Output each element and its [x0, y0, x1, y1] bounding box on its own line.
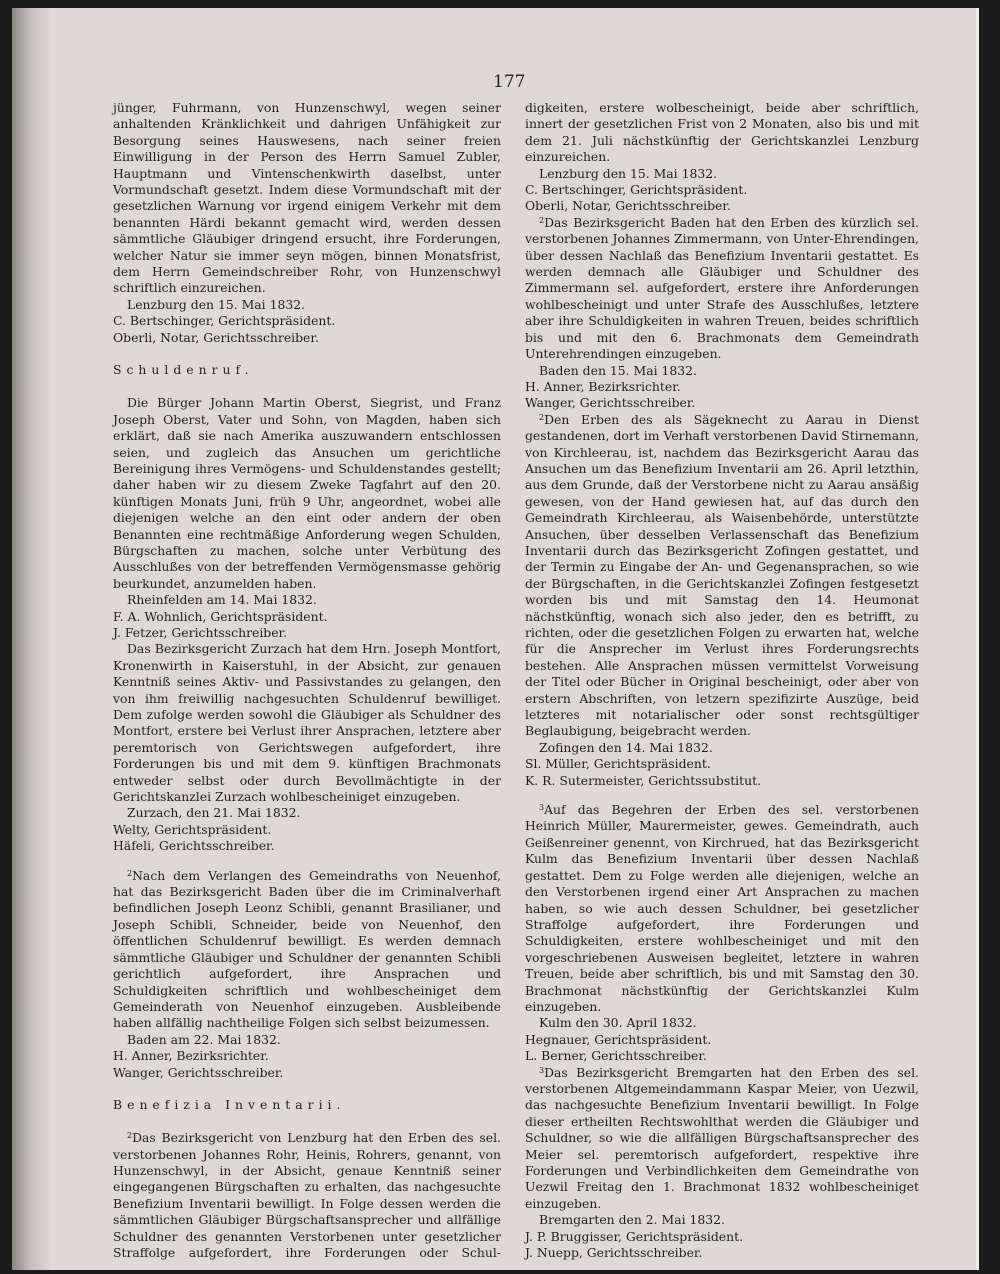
insertion-mark: 3 [539, 803, 545, 813]
binding-gutter [12, 8, 52, 1270]
notice-paragraph: $^3$Auf das Begehren der Erben des sel. verstorbenen Heinrich Müller, Maurermeister, gewes. Gemeindrath, auch Geißenreiner genennt, von Kirchrued, hat das Bezirksgericht Kulm das Benefizium Inventarii über dessen Nachlaß gestattet. Dem zu Folge werden alle diejenigen, welche an den Verstorbenen irgend einer Art Ansprachen zu machen haben, so wie auch dessen Schuldner, bei gesetzlicher Straffolge aufgefordert, ihre Forderungen und Schuldigkeiten, erstere wohlbescheiniget und mit den vorgeschriebenen Ausweisen begleitet, letztere in wahren Treuen, beide aber schriftlich, bis und mit Samstag den 30. Brachmonat nächstkünftig der Gerichtskanzlei Kulm einzugeben. [525, 802, 919, 1014]
section-spacer [113, 855, 501, 868]
notice-paragraph: $^2$Das Bezirksgericht von Lenzburg hat den Erben des sel. verstorbenen Johannes Rohr, Heinis, Rohrers, genannt, von Hunzenschwyl, in der Absicht, genaue Kenntniß seiner eingegangenen Bürgschaften zu erhalten, das nachgesuchte Benefizium Inventarii bewilligt. In Folge dessen werden die sämmtlichen Gläubiger Bürgschaftsansprecher und allfällige Schuldner des genannten Verstorbenen unter gesetzlicher Straffolge aufgefordert, ihre Forderungen oder Schul- [113, 1130, 501, 1260]
insertion-mark: 3 [539, 1065, 545, 1075]
notice-paragraph: digkeiten, erstere wolbescheinigt, beide aber schriftlich, innert der gesetzlichen Frist von 2 Monaten, also bis und mit dem 21. Juli nächstkünftig der Gerichtskanzlei Lenzburg einzureichen. [525, 100, 919, 165]
notice-signature: J. Fetzer, Gerichtsschreiber. [113, 624, 288, 640]
notice-dateline: Lenzburg den 15. Mai 1832. [539, 165, 718, 181]
notice-dateline: Baden am 22. Mai 1832. [127, 1031, 281, 1047]
insertion-mark: 2 [127, 868, 133, 878]
notice-dateline: Rheinfelden am 14. Mai 1832. [127, 592, 317, 608]
notice-paragraph: $^3$Das Bezirksgericht Bremgarten hat den Erben des sel. verstorbenen Altgemeindammann Kaspar Meier, von Uezwil, das nachgesuchte Benefizium Inventarii bewilligt. In Folge dieser ertheilten Rechtswohlthat werden die Gläubiger und Schuldner, so wie die allfälligen Bürgschaftsansprecher des Meier sel. peremtorisch aufgefordert, respektive ihre Forderungen und Verbindlichkeiten dem Gemeindrathe von Uezwil Freitag den 1. Brachmonat 1832 wohlbescheiniget einzugeben. [525, 1064, 919, 1211]
notice-paragraph: $^2$Nach dem Verlangen des Gemeindraths von Neuenhof, hat das Bezirksgericht Baden über die im Criminalverhaft befindlichen Joseph Leonz Schibli, genannt Brasilianer, und Joseph Schibli, Schneider, beide von Neuenhof, den öffentlichen Schuldenruf bewilligt. Es werden demnach sämmtliche Gläubiger und Schuldner der genannten Schibli gerichtlich aufgefordert, ihre Ansprachen und Schuldigkeiten schriftlich und wohlbescheiniget dem Gemeinderath von Neuenhof einzugeben. Ausbleibende haben allfällig nachtheilige Folgen sich selbst beizumessen. [113, 867, 501, 1031]
notice-signature: H. Anner, Bezirksrichter. [525, 378, 681, 394]
notice-signature: Welty, Gerichtspräsident. [113, 821, 272, 837]
insertion-mark: 2 [539, 215, 545, 225]
notice-paragraph: $^2$Das Bezirksgericht Baden hat den Erben des kürzlich sel. verstorbenen Johannes Zimmermann, von Unter-Ehrendingen, über dessen Nachlaß das Benefizium Inventarii gestattet. Es werden demnach alle Gläubiger und Schuldner des Zimmermann sel. aufgefordert, erstere ihre Anforderungen wohlbescheinigt und unter Strafe des Ausschlußes, letztere aber ihre Schuldigkeiten in wahren Treuen, beides schriftlich bis und mit den 6. Brachmonats dem Gemeindrath Unterehrendingen einzugeben. [525, 214, 919, 362]
notice-signature: J. P. Bruggisser, Gerichtspräsident. [525, 1228, 744, 1244]
notice-signature: H. Anner, Bezirksrichter. [113, 1048, 269, 1064]
notice-signature: Häfeli, Gerichtsschreiber. [113, 838, 275, 854]
notice-dateline: Kulm den 30. April 1832. [539, 1015, 697, 1031]
notice-signature: Oberli, Notar, Gerichtsschreiber. [113, 329, 319, 345]
section-spacer [113, 1081, 501, 1097]
section-spacer [525, 789, 919, 802]
section-heading: Benefizia Inventarii. [113, 1097, 346, 1113]
notice-signature: C. Bertschinger, Gerichtspräsident. [113, 313, 336, 329]
page-number: 177 [493, 72, 526, 92]
notice-signature: K. R. Sutermeister, Gerichtssubstitut. [525, 772, 762, 788]
insertion-mark: 2 [127, 1131, 133, 1141]
section-spacer [113, 1114, 501, 1130]
insertion-mark: 2 [539, 412, 545, 422]
notice-signature: Wanger, Gerichtsschreiber. [525, 395, 696, 411]
notice-paragraph: Die Bürger Johann Martin Oberst, Siegrist, und Franz Joseph Oberst, Vater und Sohn, von Magden, haben sich erklärt, daß sie nach Amerika auszuwandern entschlossen seien, und zugleich das Ansuchen um gerichtliche Bereinigung ihres Vermögens- und Schuldenstandes gestellt; daher haben wir zu diesem Zweke Tagfahrt auf den 20. künftigen Monats Juni, früh 9 Uhr, angeordnet, wobei alle diejenigen welche an den eint oder andern der oben Benannten eine rechtmäßige Anforderung wegen Schulden, Bürgschaften zu machen, solche unter Verbütung des Ausschlußes von der betreffenden Vermögensmasse gehörig beurkundet, anzumelden haben. [113, 395, 501, 591]
notice-dateline: Baden den 15. Mai 1832. [539, 362, 697, 378]
notice-dateline: Lenzburg den 15. Mai 1832. [127, 296, 306, 312]
notice-dateline: Bremgarten den 2. Mai 1832. [539, 1212, 725, 1228]
notice-dateline: Zurzach, den 21. Mai 1832. [127, 805, 301, 821]
notice-paragraph: jünger, Fuhrmann, von Hunzenschwyl, wegen seiner anhaltenden Kränklichkeit und dahrigen Unfähigkeit zur Besorgung seines Hauswesens, nach seiner freien Einwilligung in der Person des Herrn Samuel Zubler, Hauptmann und Vintenschenkwirth daselbst, unter Vormundschaft gesetzt. Indem diese Vormundschaft mit der gesetzlichen Warnung vor irgend einigem Verkehr mit dem benannten Härdi bekannt gemacht wird, werden dessen sämmtliche Gläubiger dringend ersucht, ihre Forderungen, welcher Natur sie immer seyn mögen, binnen Monatsfrist, dem Herrn Gemeindschreiber Rohr, von Hunzenschwyl schriftlich einzureichen. [113, 100, 501, 296]
notice-signature: C. Bertschinger, Gerichtspräsident. [525, 182, 748, 198]
notice-paragraph: Das Bezirksgericht Zurzach hat dem Hrn. Joseph Montfort, Kronenwirth in Kaiserstuhl, in der Absicht, zur genauen Kenntniß seines Aktiv- und Passivstandes zu gelangen, den von ihm freiwillig nachgesuchten Schuldenruf bewilliget. Dem zufolge werden sowohl die Gläubiger als Schuldner des Montfort, erstere bei Verlust ihrer Ansprachen, letztere aber peremtorisch von Gerichtswegen aufgefordert, ihre Forderungen bis und mit dem 9. künftigen Brachmonats entweder selbst oder durch Bevollmächtigte in der Gerichtskanzlei Zurzach wohlbescheiniget einzugeben. [113, 641, 501, 805]
section-spacer [113, 379, 501, 395]
notice-signature: F. A. Wohnlich, Gerichtspräsident. [113, 608, 328, 624]
left-column [113, 100, 501, 1261]
section-heading: Schuldenruf. [113, 362, 254, 378]
notice-paragraph: $^2$Den Erben des als Sägeknecht zu Aarau in Dienst gestandenen, dort im Verhaft verstorbenen David Stirnemann, von Kirchleerau, ist, nachdem das Bezirksgericht Aarau das Ansuchen um das Benefizium Inventarii am 26. April letzthin, aus dem Grunde, daß der Verstorbene nicht zu Aarau ansäßig gewesen, von der Hand gewiesen hat, auf das durch den Gemeindrath Kirchleerau, als Waisenbehörde, unterstützte Ansuchen, über desselben Verlassenschaft das Benefizium Inventarii durch das Bezirksgericht Zofingen gestattet, und der Termin zu Eingabe der An- und Gegenansprachen, so wie der Bürgschaften, in die Gerichtskanzlei Zofingen festgesetzt worden bis und mit Samstag den 14. Heumonat nächstkünftig, wonach sich also jeder, den es betrifft, zu richten, oder die gesetzlichen Folgen zu erwarten hat, welche für die Ansprecher im Verlust ihres Forderungsrechts bestehen. Alle Ansprachen müssen vermittelst Vorweisung der Titel oder Bücher in Original bescheinigt, oder aber von erstern Abschriften, von letzern spezifizirte Auszüge, beid letzteres mit notarialischer oder sonst rechtsgültiger Beglaubigung, beigebracht werden. [525, 411, 919, 739]
notice-signature: Hegnauer, Gerichtspräsident. [525, 1031, 712, 1047]
page-edge [976, 8, 979, 1270]
notice-signature: Sl. Müller, Gerichtspräsident. [525, 756, 711, 772]
notice-signature: Wanger, Gerichtsschreiber. [113, 1064, 284, 1080]
notice-signature: Oberli, Notar, Gerichtsschreiber. [525, 198, 731, 214]
notice-signature: L. Berner, Gerichtsschreiber. [525, 1048, 707, 1064]
notice-dateline: Zofingen den 14. Mai 1832. [539, 739, 713, 755]
section-spacer [113, 346, 501, 362]
notice-signature: J. Nuepp, Gerichtsschreiber. [525, 1245, 703, 1261]
right-column [525, 100, 919, 1261]
